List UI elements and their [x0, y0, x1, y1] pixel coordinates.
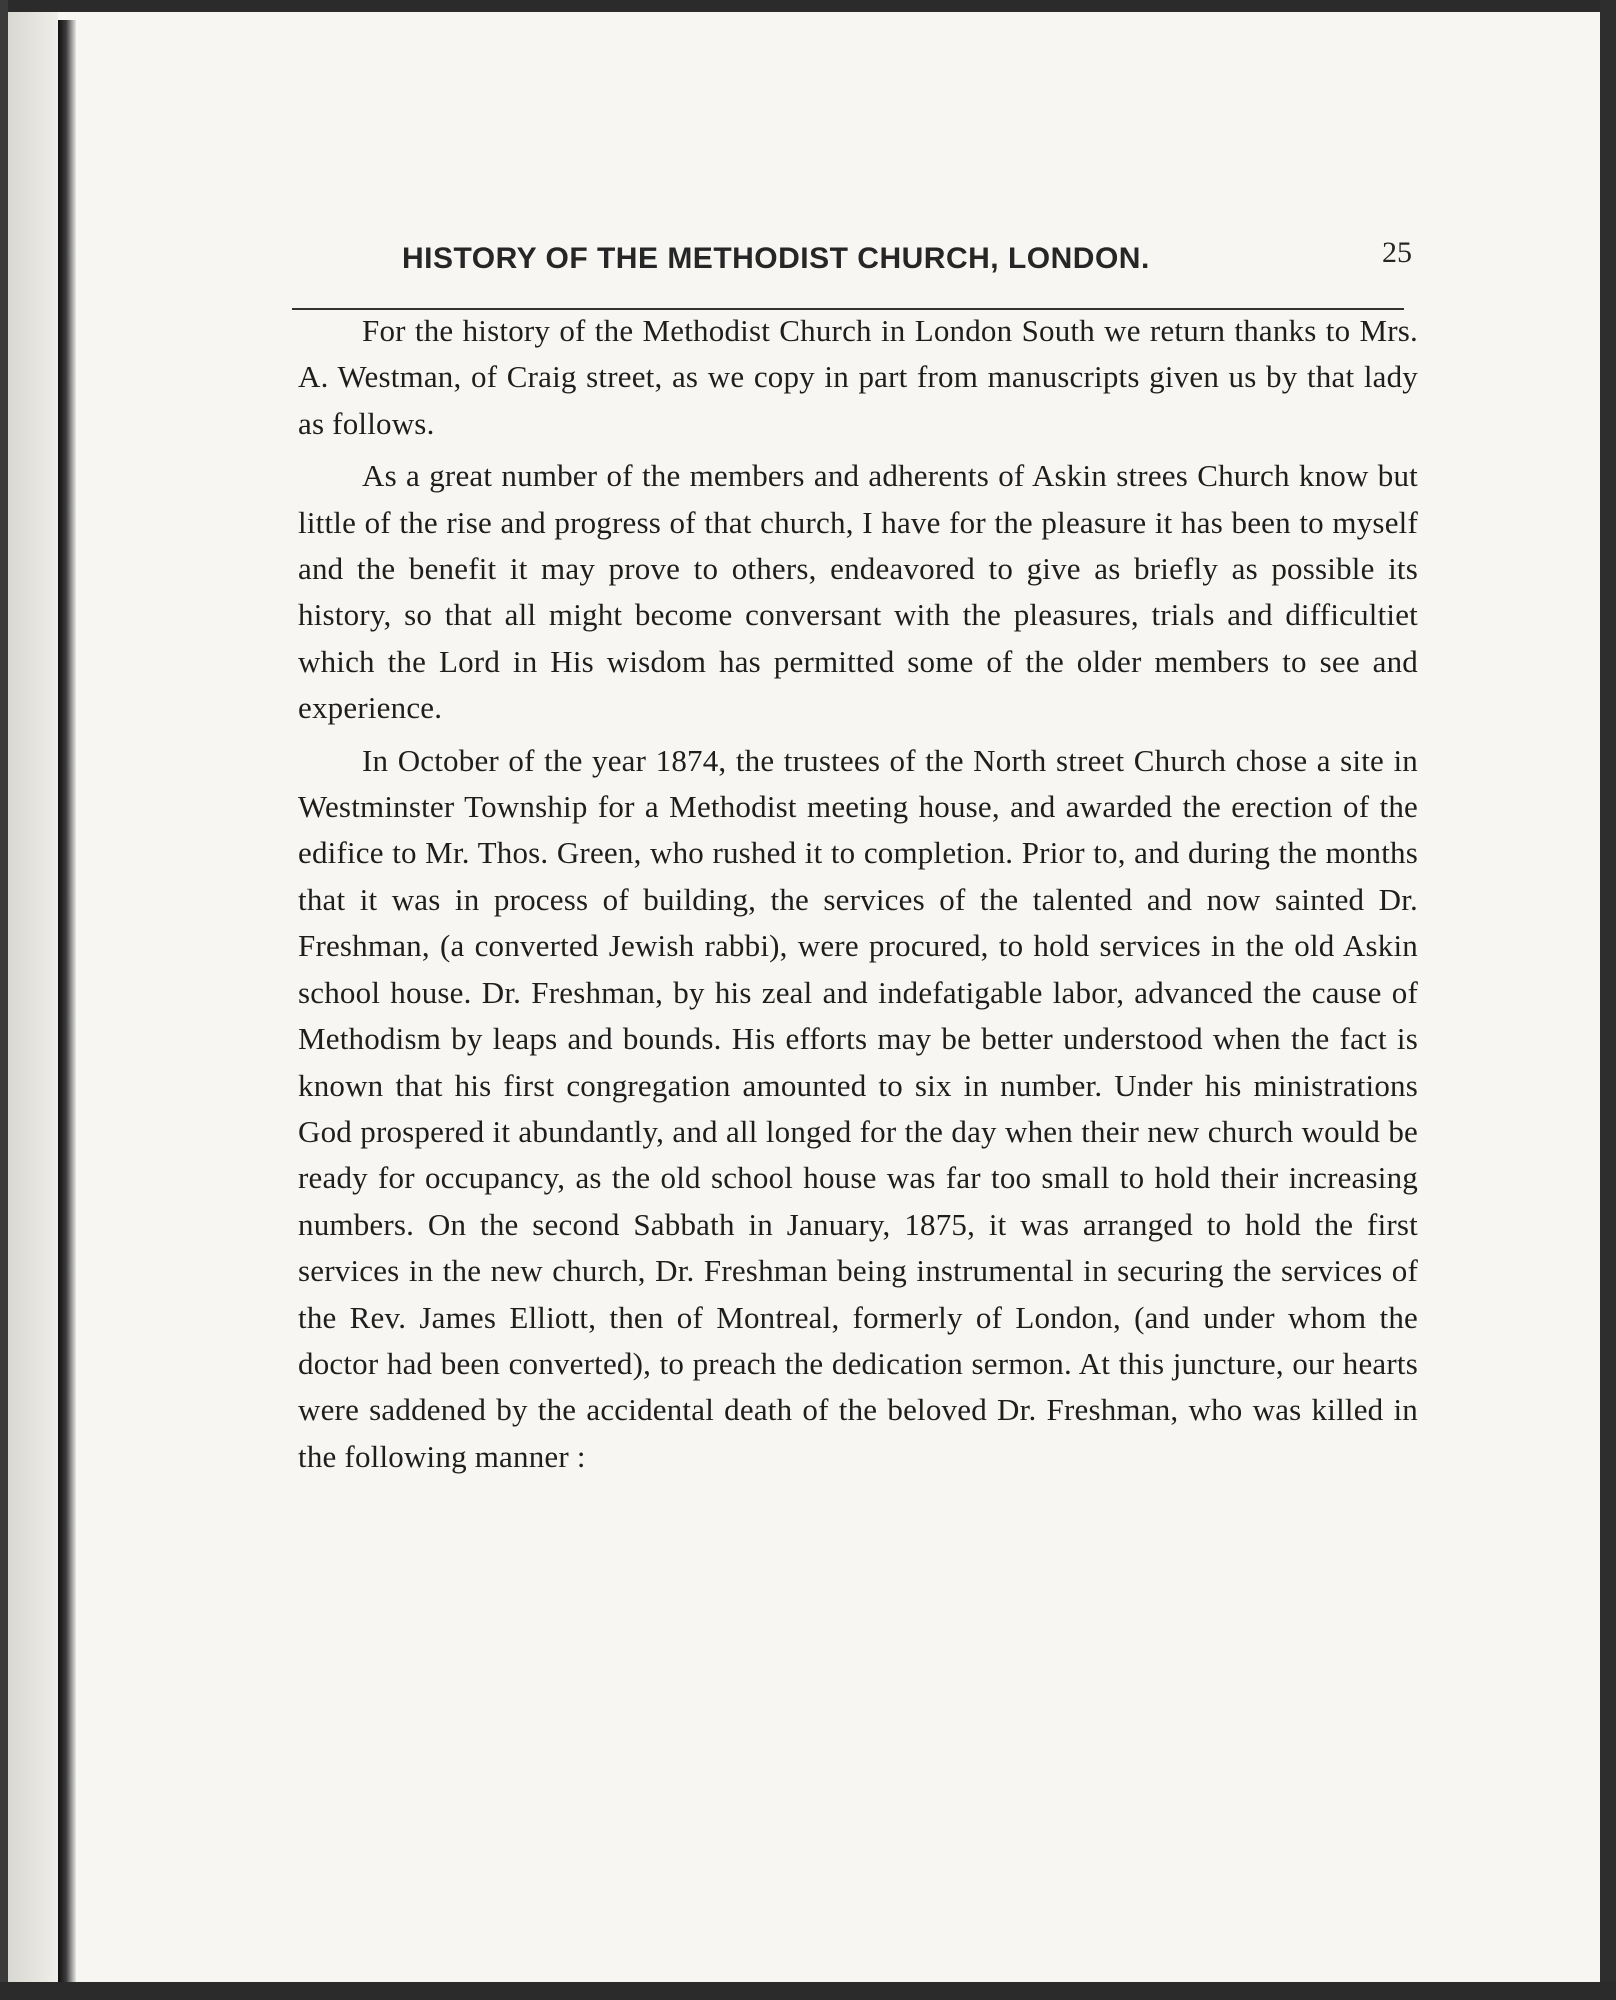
body-text — [298, 308, 1418, 1486]
page-header — [292, 234, 1452, 284]
scan-border-top — [0, 0, 1616, 12]
paragraph: For the history of the Methodist Church in London South we return thanks to Mrs. A. Westman, of Craig street, as we copy in part from manuscripts given us by that lady as follows. — [298, 313, 1418, 441]
page-content — [292, 234, 1452, 1474]
paragraph: In October of the year 1874, the trustees of the North street Church chose a site in Westminster Township for a Methodist meeting house, and awarded the erection of the edifice to Mr. Thos. Green, who rushed it to completion. Prior to, and during the months that it was in process of building, the services of the talented and now sainted Dr. Freshman, (a converted Jewish rabbi), were procured, to hold services in the old Askin school house. Dr. Freshman, by his zeal and indefatigable labor, advanced the cause of Methodism by leaps and bounds. His efforts may be better understood when the fact is known that his first congregation amounted to six in number. Under his ministrations God prospered it abundantly, and all longed for the day when their new church would be ready for occupancy, as the old school house was far too small to hold their increasing numbers. On the second Sabbath in January, 1875, it was arranged to hold the first services in the new church, Dr. Freshman being instrumental in securing the services of the Rev. James Elliott, then of Montreal, formerly of London, (and under whom the doctor had been converted), to preach the dedication sermon. At this juncture, our hearts were saddened by the accidental death of the beloved Dr. Freshman, who was killed in the following manner : — [298, 742, 1418, 1474]
scan-border-left — [0, 0, 8, 2000]
facing-page-edge — [8, 12, 58, 1982]
running-title: HISTORY OF THE METHODIST CHURCH, LONDON. — [402, 242, 1150, 275]
book-spine-shadow — [58, 20, 76, 1982]
scan-border-bottom — [0, 1982, 1616, 2000]
scan-border-right — [1600, 0, 1616, 2000]
page-number: 25 — [1382, 236, 1412, 269]
paragraph: As a great number of the members and adherents of Askin strees Church know but little of the rise and progress of that church, I have for the pleasure it has been to myself and the benefit it may prove to others, endeavored to give as briefly as possible its history, so that all might become conversant with the pleasures, trials and difficultiet which the Lord in His wisdom has permitted some of the older members to see and experience. — [298, 458, 1418, 726]
